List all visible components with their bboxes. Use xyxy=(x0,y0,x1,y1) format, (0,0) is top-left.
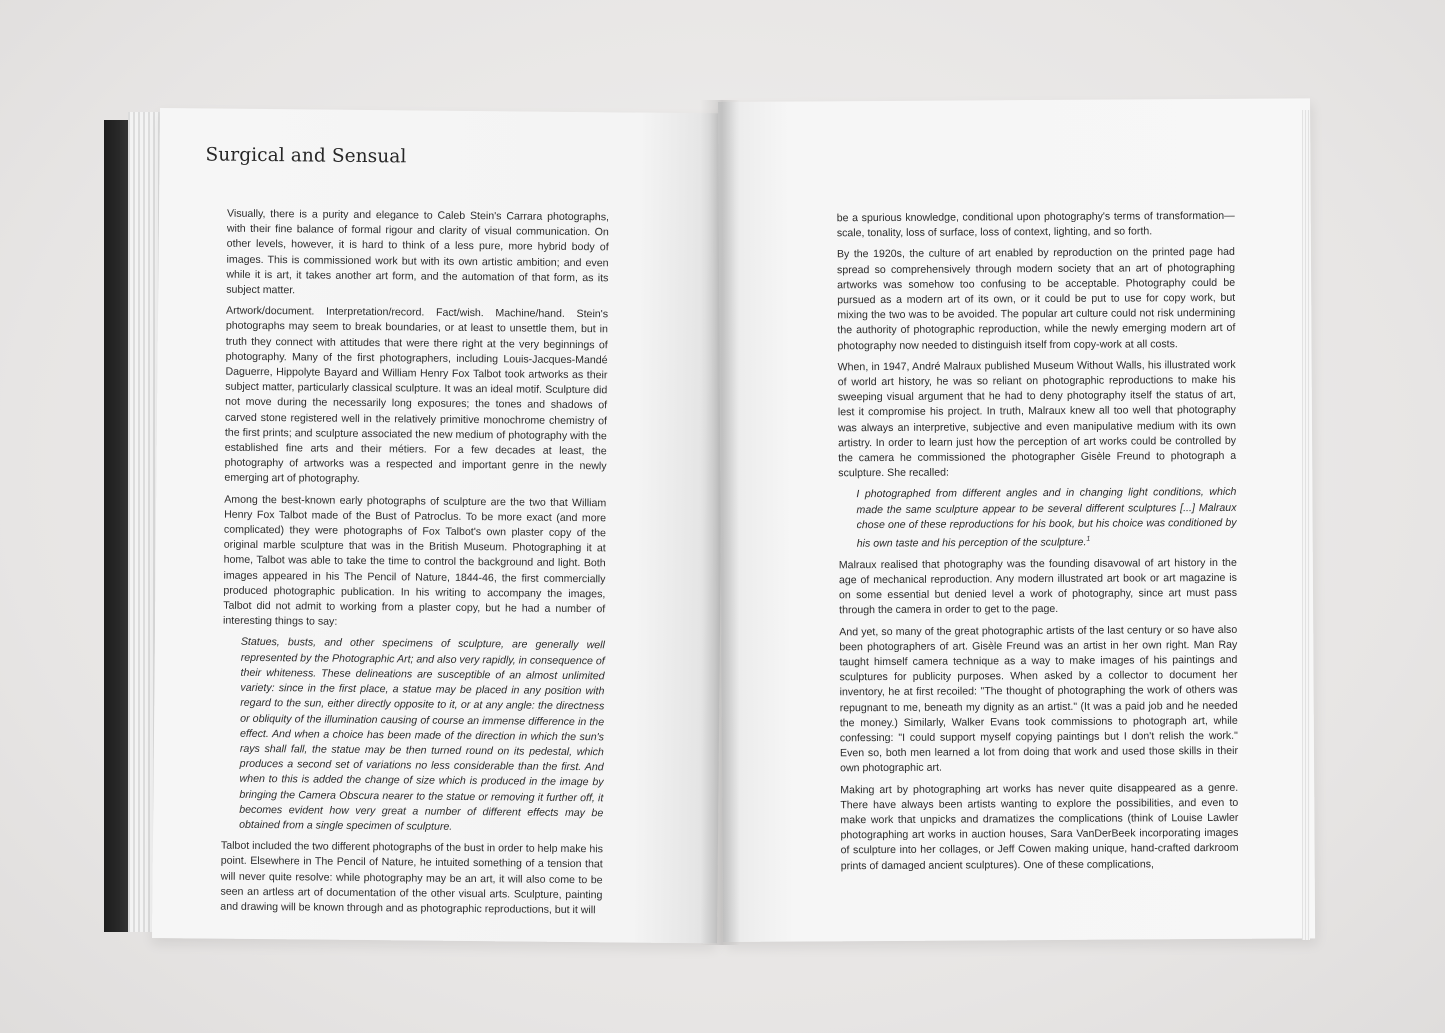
paragraph: And yet, so many of the great photographic artists of the last century or so have also been photographers of art. Gisèle Freund was an artist in her own right. Man Ray taught himself camera technique as a way to make images of his paintings and sculptures for publicity purposes. When asked by a collector to document her inventory, he at first recoiled: "The thought of photographing the work of others was repugnant to me, beneath my dignity as an artist." (It was a paid job and he needed the money.) Similarly, Walker Evans took commissions to photograph art, while confessing: "I could support myself copying paintings but I don't relish the work." Even so, both men learned a lot from doing that work and used those skills in their own photographic art. xyxy=(839,623,1239,775)
right-page xyxy=(718,98,1315,942)
left-page xyxy=(152,108,725,943)
paragraph: When, in 1947, André Malraux published Museum Without Walls, his illustrated work of world art history, he was so reliant on photographic reproductions to make his sweeping visual argument that he had to deny photography itself the status of art, lest it compromise his project. In truth, Malraux knew all too well that photography was always an interpretive, subjective and even manipulative medium with its own artistry. In order to learn just how the perception of art works could be controlled by the camera he commissioned the photographer Gisèle Freund to photograph a sculpture. She recalled: xyxy=(837,358,1237,480)
paragraph: By the 1920s, the culture of art enabled by reproduction on the printed page had spread so comprehensively through modern society that an art of photographing artworks was somehow too confusing to be acceptable. Photography could be pursued as a modern art of its own, or it could be put to use for copy work, but mixing the two was to be avoided. The popular art culture could not risk undermining the authority of photographic reproduction, while the newly emerging modern art of photography now needed to distinguish itself from copy-work at all costs. xyxy=(836,246,1236,352)
right-page-edge xyxy=(1302,110,1310,940)
paragraph: Talbot included the two different photographs of the bust in order to help make his point. Elsewhere in The Pencil of Nature, he intuited something of a tension that will never quite resolve: while photography may be an art, it will also come to be seen an artless art of documentation of the other visual arts. Sculpture, painting and drawing will be known through and as photographic reproductions, but it will xyxy=(220,839,603,917)
paragraph: Malraux realised that photography was the founding disavowal of art history in the age of mechanical reproduction. Any modern illustrated art book or art magazine is on some essential but denied level a work of photography, since art must pass through the camera in order to get to the page. xyxy=(838,556,1238,617)
paragraph: Visually, there is a purity and elegance to Caleb Stein's Carrara photographs, with their fine balance of formal rigour and clarity of visual communication. On other levels, however, it is hard to think of a less pure, more hybrid body of images. This is commissioned work but with its own artistic ambition; and even while it is art, it takes another art form, and the automation of that form, as its subject matter. xyxy=(226,207,610,297)
paragraph: Artwork/document. Interpretation/record. Fact/wish. Machine/hand. Stein's photographs may seem to break boundaries, or at least to unsettle them, but in truth they connect with attitudes that were there right at the very beginnings of photography. Many of the first photographers, including Louis-Jacques-Mandé Daguerre, Hippolyte Bayard and William Henry Fox Talbot took artworks as their subject matter, particularly classical sculpture. It was an ideal motif. Sculpture did not move during the necessarily long exposures; the tones and shadows of carved stone registered well in the relatively primitive monochrome chemistry of the first prints; and sculpture associated the new medium of photography with the established fine arts and their métiers. For a few decades at least, the photography of artworks was a respected and important genre in the newly emerging art of photography. xyxy=(224,304,609,486)
talbot-quote: Statues, busts, and other specimens of sculpture, are generally well represented by the Photographic Art; and also very rapidly, in consequence of their whiteness. These delineations are susceptible of an almost unlimited variety: since in the first place, a statue may be placed in any position with regard to the sun, either directly opposite to it, or at any angle: the directness or obliquity of the illumination causing of course an immense difference in the effect. And when a choice has been made of the direction in which the sun's rays shall fall, the statue may be then turned round on its pedestal, which produces a second set of variations no less considerable than the first. And when to this is added the change of size which is produced in the image by bringing the Camera Obscura nearer to the statue or removing it further off, it becomes evident how very great a number of different effects may be obtained from a single specimen of sculpture. xyxy=(239,636,605,833)
paragraph: Making art by photographing art works has never quite disappeared as a genre. There have always been artists wanting to explore the possibilities, and even to make work that unpicks and dramatizes the complications (think of Louise Lawler photographing art works in auction houses, Sara VanDerBeek incorporating images of sculpture into her collages, or Jeff Cowen making unique, hand-crafted darkroom prints of damaged ancient sculptures). One of these complications, xyxy=(840,781,1239,872)
footnote-mark: 1 xyxy=(1086,535,1091,543)
chapter-title: Surgical and Sensual xyxy=(205,144,407,168)
paragraph: Among the best-known early photographs of sculpture are the two that William Henry Fox Talbot made of the Bust of Patroclus. To be more exact (and more complicated) they were photographs of Fox Talbot's own plaster copy of the original marble sculpture that was in the British Museum. Photographing it at home, Talbot was able to take the time to control the background and light. Both images appeared in his The Pencil of Nature, 1844-46, the first commercially produced photographic publication. In his writing to accompany the images, Talbot did not admit to working from a plaster copy, but he had a number of interesting things to say: xyxy=(223,493,607,629)
freund-quote-text: I photographed from different angles and in changing light conditions, which made the same sculpture appear to be several different sculptures [...] Malraux chose one of these reproductions for his book, but his choice was conditioned by his own taste and his perception of the sculpture. xyxy=(856,486,1237,550)
right-text-column xyxy=(837,209,1239,880)
paragraph: be a spurious knowledge, conditional upon photography's terms of transformation—scale, tonality, loss of surface, loss of context, lighting, and so forth. xyxy=(836,209,1235,240)
freund-quote xyxy=(856,485,1236,552)
left-text-column xyxy=(220,207,609,925)
